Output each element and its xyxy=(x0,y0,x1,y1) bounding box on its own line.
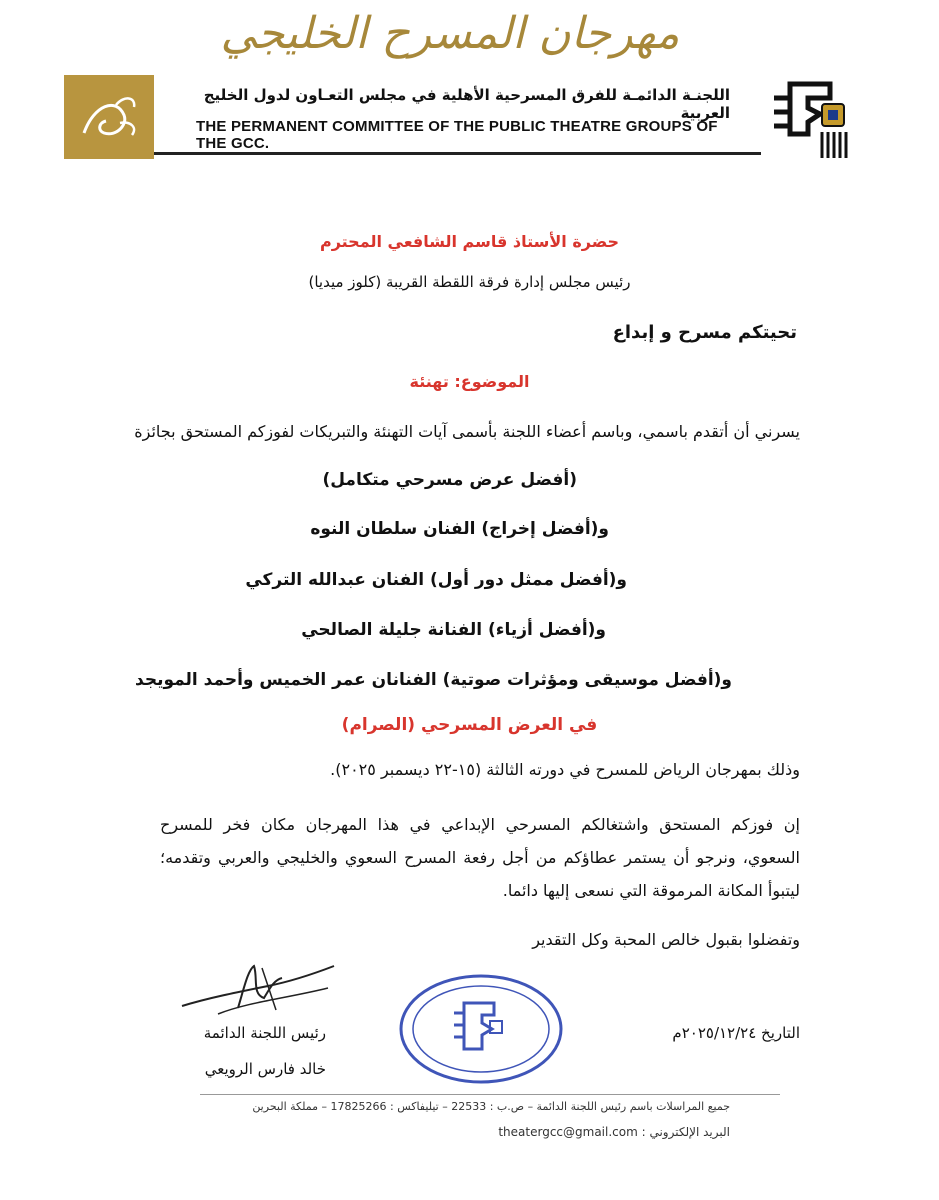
subject-line: الموضوع: تهنئة xyxy=(409,372,530,391)
footer-address: جميع المراسلات باسم رئيس اللجنة الدائمة – ص.ب : 22533 – تيليفاكس : 17825266 – مملكة البحرين xyxy=(252,1100,730,1113)
award-item: (أفضل عرض مسرحي متكامل) xyxy=(322,470,577,490)
signer-name: خالد فارس الرويعي xyxy=(204,1060,326,1078)
award-item: و(أفضل أزياء) الفنانة جليلة الصالحي xyxy=(301,620,606,640)
committee-name-arabic: اللجنـة الدائمـة للفرق المسرحية الأهلية في مجلس التعـاون لدول الخليج العربية xyxy=(203,86,730,122)
footer-email: البريد الإلكتروني : theatergcc@gmail.com xyxy=(498,1125,730,1139)
header-divider xyxy=(154,152,761,155)
committee-logo xyxy=(760,78,862,160)
award-item: و(أفضل إخراج) الفنان سلطان النوه xyxy=(310,519,609,539)
handwritten-signature xyxy=(178,958,338,1018)
festival-line: وذلك بمهرجان الرياض للمسرح في دورته الثالثة (١٥-٢٢ ديسمبر ٢٠٢٥). xyxy=(330,760,800,779)
intro-text: يسرني أن أتقدم باسمي، وباسم أعضاء اللجنة بأسمى آيات التهنئة والتبريكات لفوزكم المستحق بجائزة xyxy=(134,422,800,441)
festival-title: مهرجان المسرح الخليجي xyxy=(220,8,680,59)
footer-divider xyxy=(200,1094,780,1095)
award-item: و(أفضل موسيقى ومؤثرات صوتية) الفنانان عمر الخميس وأحمد المويجد xyxy=(135,670,732,690)
recipient-title: رئيس مجلس إدارة فرقة اللقطة القريبة (كلوز ميديا) xyxy=(308,273,631,291)
festival-logo xyxy=(64,75,154,159)
letter-date: التاريخ ٢٠٢٥/١٢/٢٤م xyxy=(672,1024,800,1042)
official-stamp xyxy=(398,973,564,1085)
signer-title: رئيس اللجنة الدائمة xyxy=(203,1024,326,1042)
play-name: في العرض المسرحي (الصرام) xyxy=(341,715,598,735)
closing-line: وتفضلوا بقبول خالص المحبة وكل التقدير xyxy=(532,930,800,949)
committee-name-english: THE PERMANENT COMMITTEE OF THE PUBLIC THEATRE GROUPS OF THE GCC. xyxy=(196,118,718,152)
greeting: تحيتكم مسرح و إبداع xyxy=(612,322,797,343)
salutation: حضرة الأستاذ قاسم الشافعي المحترم xyxy=(319,232,620,251)
award-item: و(أفضل ممثل دور أول) الفنان عبدالله التركي xyxy=(245,570,627,590)
body-paragraph: إن فوزكم المستحق واشتغالكم المسرحي الإبداعي في هذا المهرجان مكان فخر للمسرح السعوي، ونرجو أن يستمر عطاؤكم من أجل رفعة المسرح السعوي والخليجي والعربي وتقدمه؛ ليتبوأ المكانة المرموقة التي نسعى إليها دائما. xyxy=(160,815,800,900)
